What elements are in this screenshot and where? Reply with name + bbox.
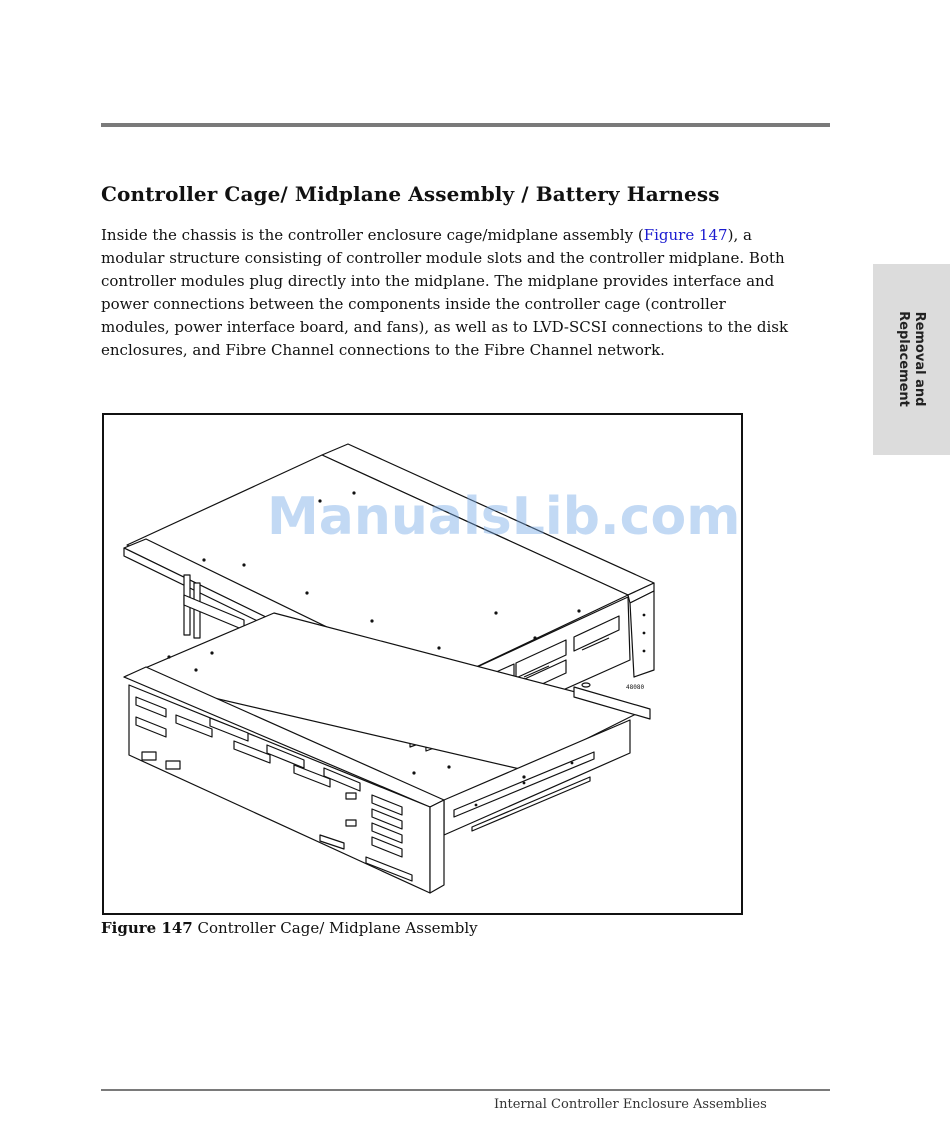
- chapter-tab-line: Replacement: [896, 311, 911, 407]
- section-heading: Controller Cage/ Midplane Assembly / Battery Harness: [101, 182, 720, 206]
- paragraph-line: controller modules plug directly into the midplane. The midplane provides interface and: [101, 272, 775, 290]
- figure-caption-text: Controller Cage/ Midplane Assembly: [192, 919, 478, 937]
- chapter-tab-label: [895, 269, 927, 449]
- figure-caption: [101, 919, 478, 937]
- top-rule: [101, 123, 830, 127]
- paragraph-line: power connections between the components inside the controller cage (controller: [101, 295, 726, 313]
- panel-flange: [430, 800, 444, 893]
- page-footer: Internal Controller Enclosure Assemblies: [494, 1097, 767, 1112]
- drawing-id: 48080: [626, 684, 645, 691]
- watermark: ManualsLib.com: [267, 487, 741, 547]
- chapter-tab[interactable]: [873, 264, 950, 455]
- paragraph-line: enclosures, and Fibre Channel connections to the Fibre Channel network.: [101, 341, 665, 359]
- body-paragraph: [101, 224, 801, 362]
- paragraph-text: Inside the chassis is the controller enclosure cage/midplane assembly (: [101, 226, 644, 244]
- paragraph-line: modular structure consisting of controller module slots and the controller midplane. Both: [101, 249, 785, 267]
- right-end-cap: [630, 591, 654, 677]
- figure-147-link[interactable]: Figure 147: [643, 226, 728, 244]
- paragraph-line: modules, power interface board, and fans), as well as to LVD-SCSI connections to the disk: [101, 318, 789, 336]
- chapter-tab-line: Removal and: [912, 311, 927, 407]
- paragraph-text: ), a: [727, 226, 752, 244]
- bottom-rule: [101, 1089, 830, 1091]
- paragraph-line: [101, 224, 801, 247]
- figure-caption-label: Figure 147: [101, 919, 193, 937]
